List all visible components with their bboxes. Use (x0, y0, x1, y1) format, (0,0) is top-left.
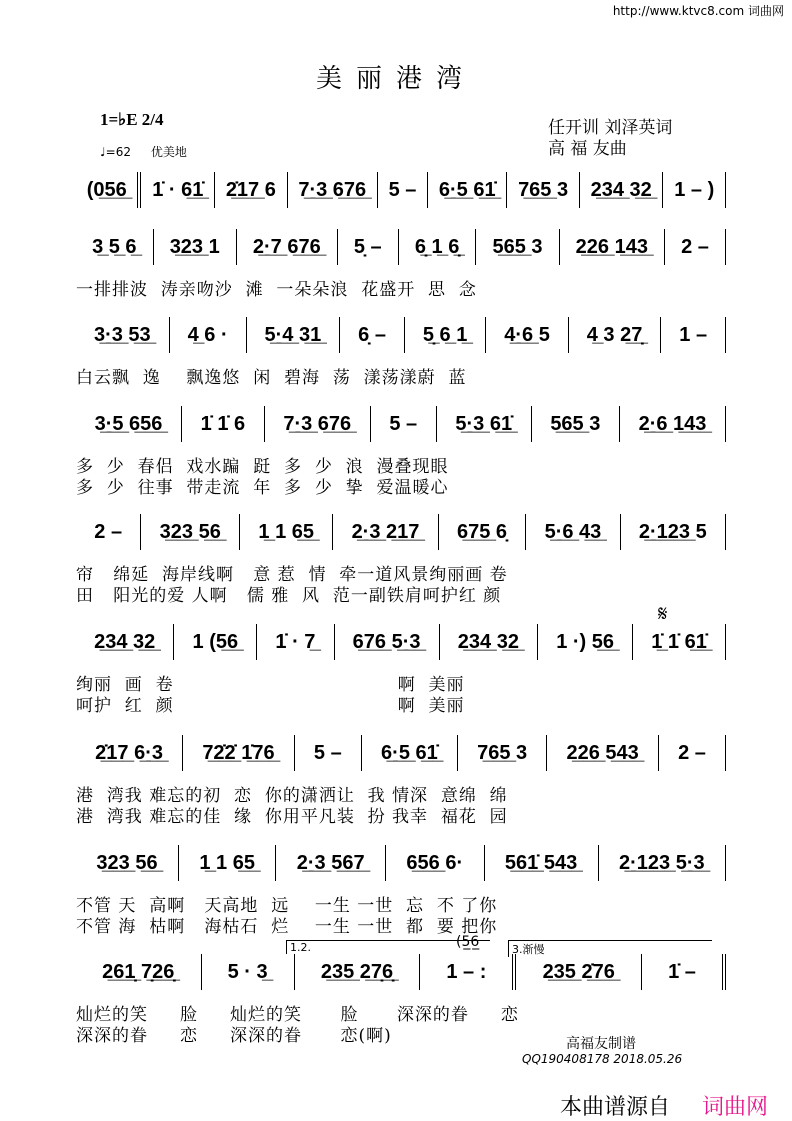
measure: 5̲6̲5̲ 3 (476, 229, 559, 265)
measure: 5 – (295, 735, 362, 771)
measure: 2̲2̲6̲ 5̲4̲3̲ (547, 735, 659, 771)
measure: 1 – : (420, 954, 516, 990)
measure: 1 – (661, 317, 726, 353)
measure: 6̲7̲5̲ 6̣ (439, 514, 527, 550)
measure: (0̲5̲6̲ (76, 172, 141, 208)
lyric-line: 灿烂的笑 脸 灿烂的笑 脸 深深的眷 恋 (76, 1005, 519, 1025)
measure: 1̲ 1 6̲5̲ (240, 514, 333, 550)
measure: 5̲·̲4̲ 3̲1̲ (247, 317, 341, 353)
measure: 7̲6̲5̲ 3 (507, 172, 580, 208)
measure: 2̲3̲4̲ 3̲2̲ (440, 624, 538, 660)
measure: 5 · 3̲ (202, 954, 295, 990)
measure: 2̲̇1̲7̲ 6 (215, 172, 288, 208)
notation-system (76, 406, 726, 442)
measure: 2̲·̲3̲ 2̲1̲7̲ (333, 514, 438, 550)
measure: 3̲ 5̲ 6̲ (76, 229, 154, 265)
measure: 5̲·̲6̲ 4̲3̲ (526, 514, 620, 550)
tempo-marking (100, 143, 187, 160)
brand-logo[interactable]: 词曲网 (702, 1095, 769, 1120)
measure: 5̲6̲1̲̇ 5̲4̲3̲ (485, 845, 599, 881)
notation-system (76, 845, 726, 881)
measure: 2̲̇1̲7̲ 6̲·̲3̲ (76, 735, 183, 771)
measure: 1̇ · 7̲ (257, 624, 334, 660)
measure: 6̣ – (340, 317, 405, 353)
notation-system (76, 317, 726, 353)
measure: 6̣̲ 1̲ 6̣̲ (399, 229, 477, 265)
lyric-line: 多 少 往事 带走流 年 多 少 挚 爱温暖心 (76, 478, 449, 498)
lyric-line: 不管 天 高啊 天高地 远 一生 一世 忘 不 了你 (76, 896, 498, 916)
lyricist: 任开训 刘泽英词 (548, 118, 673, 138)
measure: 7̲2̲̇2̲̇ 1̲̇7̲6̲ (183, 735, 295, 771)
measure: 2̲·̲1̲2̲3̲ 5̲·̲3̲ (599, 845, 726, 881)
lyric-line: 白云飘 逸 飘逸悠 闲 碧海 荡 漾荡漾蔚 蓝 (76, 368, 467, 388)
measure: 4̲ 3 2̲7̣̲ (569, 317, 662, 353)
measure: 2̲·̲3̲ 5̲6̲7̲ (276, 845, 386, 881)
notation-system (76, 172, 726, 208)
measure: 5 – (378, 172, 428, 208)
key-signature: 1=♭E 2/4 (100, 110, 164, 129)
composer: 高 福 友曲 (548, 139, 627, 159)
measure: 7̲·̲3̲ 6̲7̲6̲ (265, 406, 371, 442)
notation-system (76, 514, 726, 550)
measure: 2̲·̲6̲ 1̲4̲3̲ (620, 406, 726, 442)
measure: 6̲·̲5̲ 6̲1̲̇ (362, 735, 458, 771)
measure: 4̲·̲6̲ 5 (486, 317, 569, 353)
measure: 2̲3̲4̲ 3̲2̲ (76, 624, 174, 660)
lyric-line: 田 阳光的爱 人啊 儒 雅 风 范一副铁肩呵护红 颜 (76, 586, 502, 606)
measure: 1̲ 1 6̲5̲ (179, 845, 276, 881)
measure: 2 – (665, 229, 726, 265)
source-label: 本曲谱源自 (560, 1095, 671, 1120)
measure: 2̲3̲5̲ 2̲7̣̲6̣̲ (295, 954, 421, 990)
measure: 7̲·̲3̲ 6̲7̲6̲ (288, 172, 378, 208)
lyric-line: 呵护 红 颜 啊 美丽 (76, 696, 465, 716)
notation-system (76, 735, 726, 771)
watermark: http://www.ktvc8.com 词曲网 (612, 4, 784, 18)
measure: 2̲3̲5̲ 2̲̇7̲6̲ (516, 954, 642, 990)
measure: 5̲·̲3̲ 6̲1̲̇ (437, 406, 532, 442)
volta1-marking: 1.2. (286, 940, 490, 954)
measure: 3̲2̲3̲ 5̲6̲ (76, 845, 179, 881)
credits (548, 118, 672, 160)
measure: 7̲6̲5̲ 3 (458, 735, 547, 771)
measure: 6̲·̲5̲ 6̲1̲̇ (428, 172, 507, 208)
measure: 5 – (371, 406, 437, 442)
measure: 1̇ · 6̲1̲̇ (141, 172, 215, 208)
measure: 3̲2̲3̲ 1 (154, 229, 237, 265)
measure: 1 ·) 5̲6̲ (538, 624, 633, 660)
measure: 2̲2̲6̲ 1̲4̲3̲ (560, 229, 665, 265)
notation-system (76, 934, 726, 990)
measure: 4̲ 6 · (170, 317, 247, 353)
measure: 2 – (76, 514, 141, 550)
measure: 1̇ – (642, 954, 726, 990)
expression-marking: 优美地 (150, 145, 187, 159)
pickup-marking: (5̲6̲ (456, 934, 480, 950)
measure: 3̲2̲3̲ 5̲6̲ (141, 514, 240, 550)
song-title: 美丽港湾 (315, 64, 476, 94)
measure: 1̇ 1̇ 6 (182, 406, 265, 442)
lyric-line: 帘 绵延 海岸线啊 意 惹 情 牵一道风景绚丽画 卷 (76, 565, 508, 585)
lyric-line: 不管 海 枯啊 海枯石 烂 一生 一世 都 要 把你 (76, 917, 498, 937)
measure: 2̲·̲7̲ 6̲7̲6̲ (237, 229, 338, 265)
lyric-line: 深深的眷 恋 深深的眷 恋(啊) (76, 1026, 392, 1046)
measure: 1 (5̲6̲ (174, 624, 257, 660)
volta3-marking: 3.渐慢 (508, 940, 712, 957)
measure: 1̲̇ 1̇ 6̲1̲̇ (633, 624, 726, 660)
transcriber-signature: 高福友制谱 (566, 1036, 636, 1052)
measure: 2̲3̲4̲ 3̲2̲ (580, 172, 664, 208)
notation-system (76, 602, 726, 660)
measure: 6̲5̲6̲ 6· (386, 845, 485, 881)
lyric-line: 港 湾我 难忘的佳 缘 你用平凡装 扮 我幸 福花 园 (76, 807, 508, 827)
lyric-line: 港 湾我 难忘的初 恋 你的潇洒让 我 情深 意绵 绵 (76, 786, 508, 806)
measure: 3̲·̲3̲ 5̲3̲ (76, 317, 170, 353)
contact-date: QQ190408178 2018.05.26 (522, 1052, 683, 1066)
measure: 2̲6̲1̣̲ 7̣̲2̲6̣̲ (76, 954, 202, 990)
segno-marking: 𝄋 (658, 602, 668, 627)
tempo-value: ♩=62 (100, 145, 131, 159)
measure: 3̲·̲5̲ 6̲5̲6̲ (76, 406, 182, 442)
notation-system (76, 229, 726, 265)
measure: 2 – (659, 735, 726, 771)
lyric-line: 多 少 春侣 戏水蹁 跹 多 少 浪 漫叠现眼 (76, 457, 449, 477)
measure: 1 – ) (663, 172, 725, 208)
lyric-line: 绚丽 画 卷 啊 美丽 (76, 675, 465, 695)
measure: 5̣ – (338, 229, 399, 265)
lyric-line: 一排排波 涛亲吻沙 滩 一朵朵浪 花盛开 思 念 (76, 280, 477, 300)
measure: 6̲7̲6̲ 5̲·̲3̲ (335, 624, 440, 660)
measure: 5̲6̲5̲ 3 (532, 406, 620, 442)
measure: 2̲·̲1̲2̲3̲ 5 (621, 514, 726, 550)
measure: 5̣̲ 6̲ 1̲ (405, 317, 486, 353)
